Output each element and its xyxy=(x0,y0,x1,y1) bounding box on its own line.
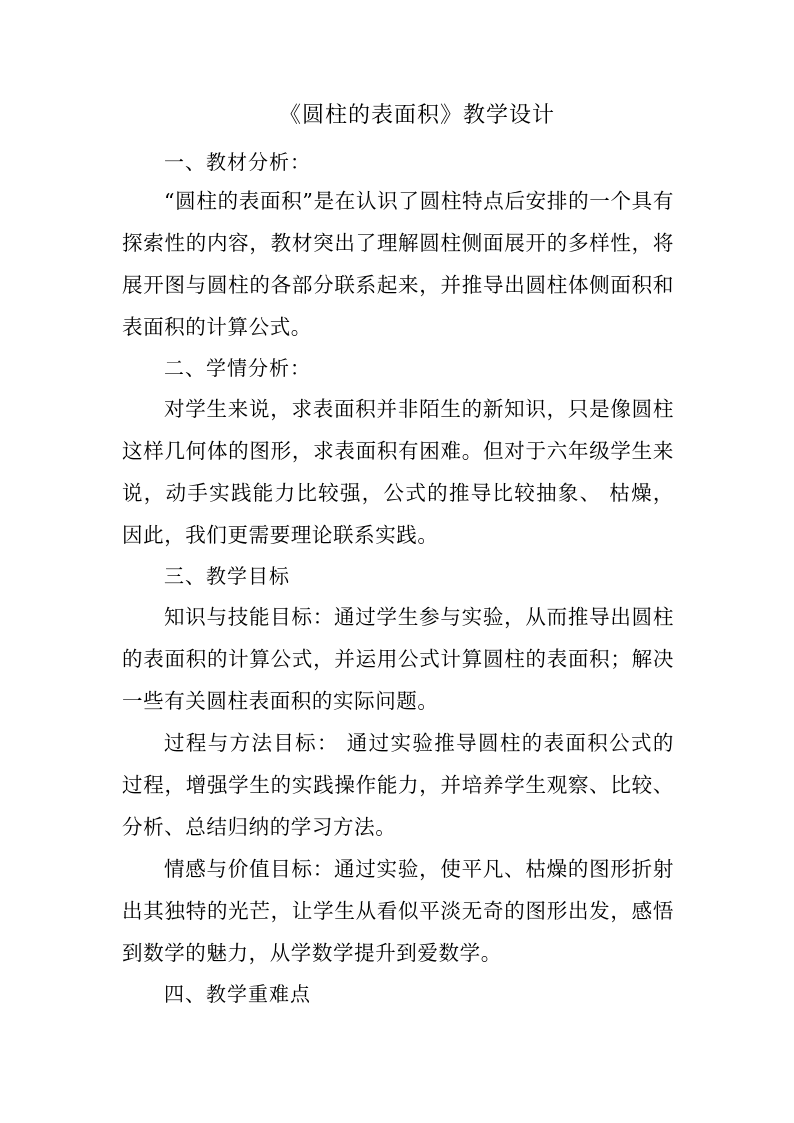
section-heading-textbook-analysis: 一、教材分析： xyxy=(164,150,311,174)
paragraph-emotion-value-goal: 情感与价值目标：通过实验，使平凡、枯燥的图形折射出其独特的光芒，让学生从看似平淡无奇的图形出发，感悟到数学的魅力，从学数学提升到爱数学。 xyxy=(122,857,674,965)
paragraph-knowledge-skill-goal: 知识与技能目标：通过学生参与实验，从而推导出圆柱的表面积的计算公式，并运用公式计算圆柱的表面积；解决一些有关圆柱表面积的实际问题。 xyxy=(122,605,674,713)
paragraph-student-analysis: 对学生来说，求表面积并非陌生的新知识，只是像圆柱这样几何体的图形，求表面积有困难。但对于六年级学生来说，动手实践能力比较强，公式的推导比较抽象、 枯燥，因此，我们更需要理论联系实践。 xyxy=(122,397,674,547)
section-heading-key-difficult-points: 四、教学重难点 xyxy=(164,982,311,1006)
paragraph-process-method-goal: 过程与方法目标： 通过实验推导圆柱的表面积公式的过程，增强学生的实践操作能力，并培养学生观察、比较、分析、总结归纳的学习方法。 xyxy=(122,731,674,839)
paragraph-textbook-analysis: “圆柱的表面积”是在认识了圆柱特点后安排的一个具有探索性的内容，教材突出了理解圆柱侧面展开的多样性，将展开图与圆柱的各部分联系起来，并推导出圆柱体侧面积和表面积的计算公式。 xyxy=(122,189,674,339)
section-heading-student-analysis: 二、学情分析： xyxy=(164,356,311,380)
section-heading-teaching-goals: 三、教学目标 xyxy=(164,564,290,588)
document-title: 《圆柱的表面积》教学设计 xyxy=(278,103,555,128)
